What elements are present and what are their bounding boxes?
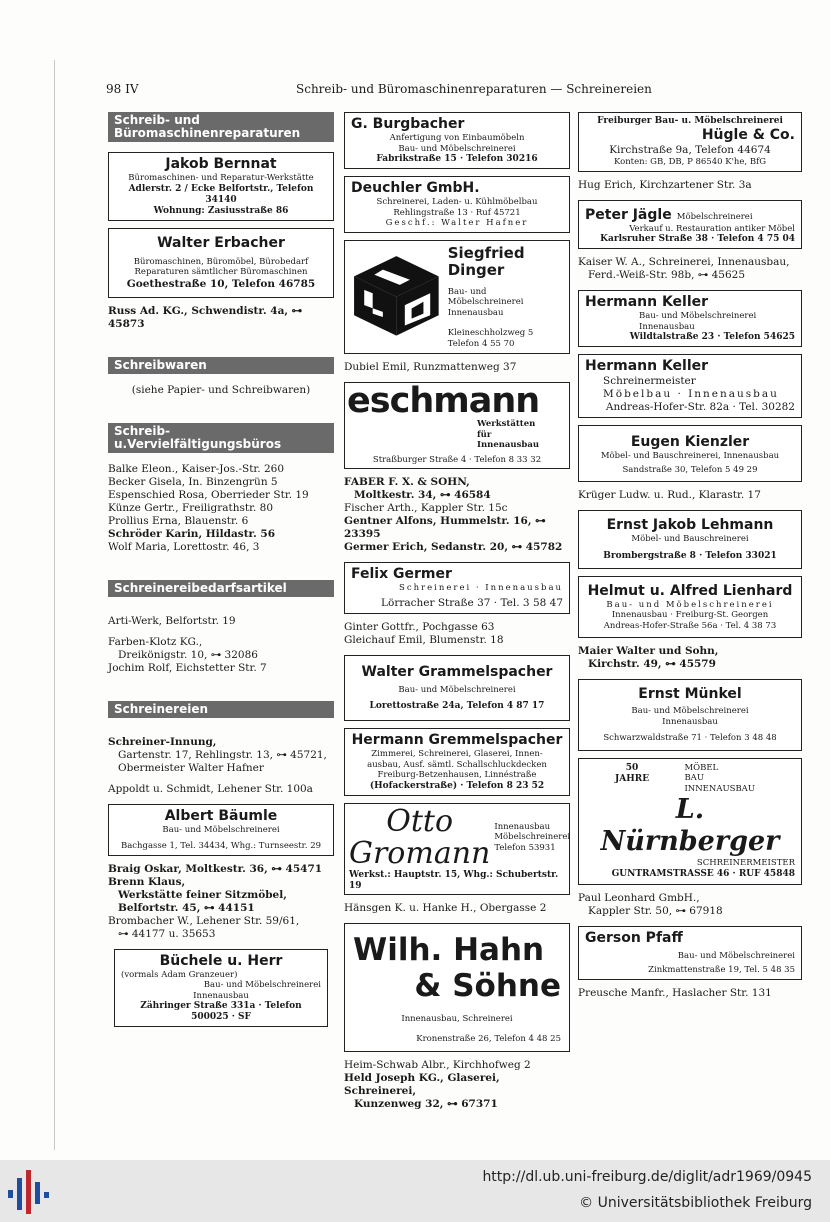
ad-line: Werkstätten	[477, 419, 536, 429]
ad-line: Lorettostraße 24a, Telefon 4 87 17	[369, 701, 545, 711]
ad-name: Hermann Gremmelspacher	[351, 732, 563, 748]
section-header: Schreibwaren	[108, 357, 334, 374]
ad-erbacher	[108, 228, 334, 298]
ad-line: Schreinerei · Innenausbau	[399, 583, 563, 593]
gromann-side	[490, 822, 570, 854]
list-item: Jochim Rolf, Eichstetter Str. 7	[108, 661, 267, 674]
ad-name: Albert Bäumle	[164, 807, 278, 824]
list-item: Künze Gertr., Freiligrathstr. 80	[108, 501, 274, 514]
ad-lehmann	[578, 510, 802, 569]
ad-line: Kirchstraße 9a, Telefon 44674	[609, 144, 771, 156]
nurn-head	[585, 763, 795, 795]
ad-keller-2	[578, 354, 802, 418]
ad-line: Adlerstr. 2 / Ecke Belfortstr., Telefon 34140	[128, 183, 314, 205]
list-item: Gentner Alfons, Hummelstr. 16, ⊶ 23395	[344, 515, 546, 540]
ad-baeumle	[108, 804, 334, 856]
ad-line: Andreas-Hofer-Str. 82a · Tel. 30282	[605, 401, 795, 413]
ad-line: Bau- und Möbelschreinerei	[398, 143, 516, 154]
ad-line: BAU	[684, 773, 704, 783]
ad-huegle	[578, 112, 802, 172]
list-item: Prollius Erna, Blauenstr. 6	[108, 514, 249, 527]
ad-line: Wohnung: Zasiusstraße 86	[153, 205, 289, 216]
section-header: Schreib-u.Vervielfältigungsbüros	[108, 423, 334, 453]
ad-hahn	[344, 923, 570, 1052]
nuernberger-logo: L. Nürnberger	[600, 794, 780, 857]
list-item: Moltkestr. 34, ⊶ 46584	[354, 489, 491, 501]
page-edge	[54, 60, 55, 1150]
ad-felix-germer	[344, 562, 570, 614]
ad-name: Hügle & Co.	[701, 127, 795, 143]
list-item: Schreiner-Innung,	[108, 735, 217, 748]
ad-line: Möbelschreinerei	[447, 297, 524, 307]
ad-name: Ernst Münkel	[638, 686, 742, 702]
ad-line: Konten: GB, DB, P 86540 K'he, BfG	[613, 157, 767, 167]
ad-line: GUNTRAMSTRASSE 46 · RUF 45848	[611, 868, 795, 879]
ad-line: Wildtalstraße 23 · Telefon 54625	[629, 332, 795, 342]
badge-line: 50	[625, 762, 639, 773]
ad-line: Möbelbau · Innenausbau	[603, 388, 779, 400]
badge-line: JAHRE	[615, 773, 650, 784]
eschmann-logo: eschmann	[347, 381, 540, 421]
ad-line: Karlsruher Straße 38 · Telefon 4 75 04	[600, 234, 795, 244]
ad-line: Innenausbau	[494, 821, 551, 832]
ad-name: Ernst Jakob Lehmann	[606, 517, 774, 533]
ad-line: Innenausbau	[477, 440, 540, 450]
list-item: Belfortstr. 45, ⊶ 44151	[118, 901, 255, 914]
ad-line: Schwarzwaldstraße 71 · Telefon 3 48 48	[603, 733, 777, 743]
ad-name: Peter Jägle	[585, 206, 672, 223]
list-item: Gartenstr. 17, Rehlingstr. 13, ⊶ 45721,	[118, 748, 327, 761]
column-1	[108, 112, 334, 1034]
ad-name: G. Burgbacher	[351, 116, 465, 132]
section-header: Schreinereien	[108, 701, 334, 718]
ad-line: (Hofackerstraße) · Telefon 8 23 52	[369, 780, 545, 791]
ad-line: Rehlingstraße 13 · Ruf 45721	[393, 207, 521, 218]
ad-line: Bau- und Möbelschreinerei	[677, 950, 795, 961]
ad-name: Walter Erbacher	[157, 234, 285, 251]
list-item: Becker Gisela, In. Binzengrün 5	[108, 475, 278, 488]
ad-line: Freiburg-Betzenhausen, Linnéstraße	[377, 770, 537, 780]
list-item: Farben-Klotz KG.,	[108, 635, 203, 648]
ad-grammelspacher	[344, 655, 570, 722]
ad-line: Bau- und Möbelschreinerei	[639, 311, 757, 321]
list-item: Arti-Werk, Belfortstr. 19	[108, 614, 236, 627]
ad-name: Hermann Keller	[585, 358, 709, 374]
list-item: Hug Erich, Kirchzartener Str. 3a	[578, 178, 752, 191]
list-item: Held Joseph KG., Glaserei, Schreinerei,	[344, 1071, 500, 1097]
ad-line: Bachgasse 1, Tel. 34434, Whg.: Turnseestr. 29	[120, 841, 322, 851]
list-item: Maier Walter und Sohn,	[578, 645, 719, 657]
list-item: Werkstätte feiner Sitzmöbel,	[118, 888, 287, 901]
ad-line: Bau- und Möbelschreinerei	[203, 980, 321, 990]
ad-line: Zinkmattenstraße 19, Tel. 5 48 35	[648, 965, 795, 975]
ad-line: Bau- und	[447, 286, 487, 297]
ad-keller-1	[578, 290, 802, 347]
list-item: Paul Leonhard GmbH.,	[578, 891, 700, 904]
ad-line: Brombergstraße 8 · Telefon 33021	[603, 550, 777, 561]
ad-line: Innenausbau, Schreinerei	[401, 1013, 513, 1024]
ad-name: Deuchler GmbH.	[351, 180, 480, 196]
ad-line: Zimmerei, Schreinerei, Glaserei, Innen-	[371, 749, 543, 759]
section-header: Schreib- und Büromaschinenreparaturen	[108, 112, 334, 142]
ad-name: Gerson Pfaff	[585, 929, 683, 946]
ad-line: Zähringer Straße 331a · Telefon 500025 · SF	[140, 1001, 302, 1022]
ad-line: Bau- und Möbelschreinerei	[606, 599, 774, 610]
ad-line: MÖBEL	[684, 762, 719, 773]
ad-gromann	[344, 803, 570, 895]
ad-pfaff	[578, 926, 802, 980]
nurn-side	[684, 763, 755, 795]
ad-line: ausbau, Ausf. sämtl. Schallschluckdecken	[367, 759, 547, 770]
ad-line: Telefon 53931	[494, 842, 556, 853]
ad-name: Felix Germer	[351, 566, 452, 582]
ad-line: (vormals Adam Granzeuer)	[121, 969, 238, 980]
list-item: Krüger Ludw. u. Rud., Klarastr. 17	[578, 489, 761, 501]
gromann-head	[349, 803, 571, 871]
ad-line: für	[477, 429, 492, 440]
copyright-notice: © Universitätsbibliothek Freiburg	[579, 1195, 812, 1211]
list-item: Kirchstr. 49, ⊶ 45579	[588, 658, 716, 670]
list-item: Brenn Klaus,	[108, 875, 186, 888]
ad-deuchler	[344, 176, 570, 233]
ad-line: Möbelschreinerei	[494, 832, 571, 843]
list-item: Obermeister Walter Hafner	[118, 761, 264, 774]
permalink-link[interactable]: http://dl.ub.uni-freiburg.de/diglit/adr1969/0945	[482, 1169, 812, 1185]
ad-line: Werkst.: Hauptstr. 15, Whg.: Schubertstr. 19	[349, 869, 559, 891]
ad-name: Helmut u. Alfred Lienhard	[587, 582, 793, 599]
running-head: Schreib- und Büromaschinenreparaturen — Schreinereien	[296, 82, 652, 96]
ad-line: INNENAUSBAU	[684, 783, 755, 794]
list-item: Fischer Arth., Kappler Str. 15c	[344, 502, 508, 514]
list-item: FABER F. X. & SOHN,	[344, 476, 470, 488]
list-item: Schröder Karin, Hildastr. 56	[108, 527, 276, 540]
page-number: 98 IV	[106, 82, 139, 96]
ad-bernnat	[108, 152, 334, 221]
ad-line: Verkauf u. Restauration antiker Möbel	[629, 223, 795, 234]
ad-line: Straßburger Straße 4 · Telefon 8 33 32	[372, 454, 542, 465]
list-item: Kaiser W. A., Schreinerei, Innenausbau,	[578, 256, 790, 268]
ad-name-2: & Söhne	[414, 967, 561, 1004]
list-item: Heim-Schwab Albr., Kirchhofweg 2	[344, 1058, 531, 1071]
list-item: Germer Erich, Sedanstr. 20, ⊶ 45782	[344, 541, 563, 553]
ad-line: Innenausbau	[447, 307, 504, 318]
anniversary-badge	[615, 763, 649, 785]
list-item: Wolf Maria, Lorettostr. 46, 3	[108, 540, 260, 553]
ad-line: Kronenstraße 26, Telefon 4 48 25	[416, 1034, 561, 1044]
ad-line: Innenausbau	[193, 990, 249, 1001]
list-item: Braig Oskar, Moltkestr. 36, ⊶ 45471	[108, 862, 323, 875]
ad-line: Telefon 4 55 70	[447, 338, 515, 349]
cross-reference: (siehe Papier- und Schreibwaren)	[131, 383, 311, 396]
ad-line: Büromaschinen- und Reparatur-Werkstätte	[128, 173, 314, 183]
ad-line: Freiburger Bau- u. Möbelschreinerei	[597, 116, 783, 126]
ad-line: Kleineschholzweg 5	[447, 328, 534, 338]
ad-line: Anfertigung von Einbaumöbeln	[389, 133, 525, 143]
ad-line: Bau- und Möbelschreinerei	[162, 824, 280, 835]
gromann-logo: Otto Gromann	[349, 803, 491, 871]
ad-kienzler	[578, 425, 802, 482]
ad-burgbacher	[344, 112, 570, 169]
list-item: Dubiel Emil, Runzmattenweg 37	[344, 361, 517, 373]
list-item: Ferd.-Weiß-Str. 98b, ⊶ 45625	[588, 269, 745, 281]
ad-name: Walter Grammelspacher	[361, 663, 553, 680]
ad-line: Lörracher Straße 37 · Tel. 3 58 47	[381, 596, 563, 609]
list-item: Appoldt u. Schmidt, Lehener Str. 100a	[108, 782, 313, 795]
ad-line: SCHREINERMEISTER	[696, 858, 795, 868]
ad-line: Schreinermeister	[603, 375, 696, 387]
ad-line: Bau- und Möbelschreinerei	[398, 684, 516, 695]
list-item: Kunzenweg 32, ⊶ 67371	[354, 1097, 498, 1110]
ad-line: Andreas-Hofer-Straße 56a · Tel. 4 38 73	[603, 620, 777, 631]
ad-line: Büromaschinen, Büromöbel, Bürobedarf	[133, 256, 309, 267]
ad-nuernberger	[578, 758, 802, 885]
list-item: Gleichauf Emil, Blumenstr. 18	[344, 633, 504, 646]
ad-dinger	[344, 240, 570, 355]
ad-eschmann	[344, 382, 570, 469]
list-item: Espenschied Rosa, Oberrieder Str. 19	[108, 488, 309, 501]
ad-name: Jakob Bernnat	[165, 156, 277, 172]
ad-line: Möbel- und Bauschreinerei	[631, 534, 749, 544]
ad-line: Goethestraße 10, Telefon 46785	[126, 277, 316, 290]
ad-name: Büchele u. Herr	[159, 952, 283, 969]
list-item: ⊶ 44177 u. 35653	[118, 927, 216, 940]
ad-text	[444, 245, 565, 350]
ad-line: Schreinerei, Laden- u. Kühlmöbelbau	[376, 197, 538, 207]
ad-line: Innenausbau · Freiburg-St. Georgen	[611, 610, 769, 620]
ad-line: Bau- und Möbelschreinerei	[631, 706, 749, 716]
list-item: Hänsgen K. u. Hanke H., Obergasse 2	[344, 901, 547, 914]
ad-name: Eugen Kienzler	[630, 434, 750, 450]
ad-line: Reparaturen sämtlicher Büromaschinen	[134, 267, 308, 277]
ad-line: Fabrikstraße 15 · Telefon 30216	[376, 154, 538, 164]
ad-lienhard	[578, 576, 802, 639]
list-item: Dreikönigstr. 10, ⊶ 32086	[118, 648, 258, 661]
ad-line: Geschf.: Walter Hafner	[385, 218, 529, 228]
viewer-footer	[0, 1160, 830, 1222]
ad-line: Innenausbau	[662, 716, 718, 727]
list-item: Balke Eleon., Kaiser-Jos.-Str. 260	[108, 462, 285, 475]
cube-logo-icon	[349, 245, 444, 345]
list-item: Ginter Gottfr., Pochgasse 63	[344, 620, 495, 633]
ad-line: Möbel- und Bauschreinerei, Innenausbau	[600, 451, 780, 461]
ad-name: Siegfried Dinger	[447, 243, 525, 279]
ad-line: Sandstraße 30, Telefon 5 49 29	[622, 464, 758, 475]
ad-line: Möbelschreinerei	[676, 211, 753, 222]
column-2	[344, 112, 570, 1111]
ad-gremmelspacher	[344, 728, 570, 796]
ad-head	[585, 204, 795, 224]
column-3	[578, 112, 802, 1000]
section-header: Schreinereibedarfsartikel	[108, 580, 334, 597]
list-item: Preusche Manfr., Haslacher Str. 131	[578, 986, 772, 999]
list-item: Brombacher W., Lehener Str. 59/61,	[108, 914, 300, 927]
list-item: Kappler Str. 50, ⊶ 67918	[588, 904, 723, 917]
library-logo-icon	[6, 1168, 50, 1216]
ad-buechele	[114, 949, 328, 1028]
ad-name: Wilh. Hahn	[353, 931, 545, 968]
ad-line: Innenausbau	[639, 321, 695, 332]
ad-muenkel	[578, 679, 802, 751]
ad-jaegle	[578, 200, 802, 250]
list-item: Russ Ad. KG., Schwendistr. 4a, ⊶ 45873	[108, 304, 303, 330]
ad-name: Hermann Keller	[585, 294, 709, 310]
